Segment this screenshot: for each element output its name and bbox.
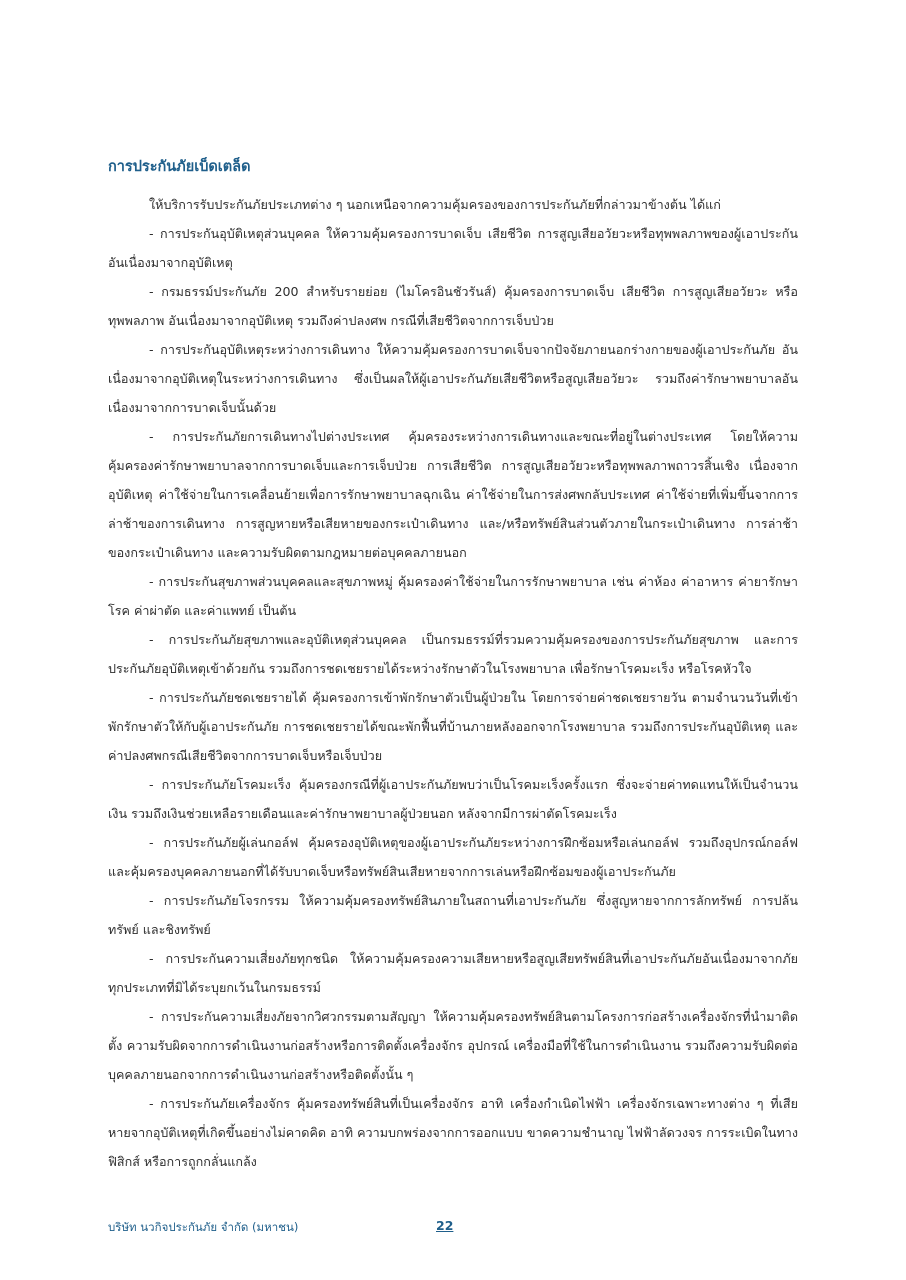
paragraph-cancer: - การประกันภัยโรคมะเร็ง คุ้มครองกรณีที่ผู้เอาประกันภัยพบว่าเป็นโรคมะเร็งครั้งแรก ซึ่งจะจ่ายค่าทดแทนให้เป็นจำนวนเงิน รวมถึงเงินช่วยเหลือรายเดือนและค่ารักษาพยาบาลผู้ป่วยนอก หลังจากมีการผ่าตัดโรคมะเร็ง <box>108 777 798 821</box>
page-number: 22 <box>436 1218 454 1233</box>
paragraph-all-risks: - การประกันความเสี่ยงภัยทุกชนิด ให้ความคุ้มครองความเสียหายหรือสูญเสียทรัพย์สินที่เอาประกันภัยอันเนื่องมาจากภัยทุกประเภทที่มิได้ระบุยกเว้นในกรมธรรม์ <box>108 951 798 995</box>
paragraph-burglary: - การประกันภัยโจรกรรม ให้ความคุ้มครองทรัพย์สินภายในสถานที่เอาประกันภัย ซึ่งสูญหายจากการลักทรัพย์ การปล้นทรัพย์ และชิงทรัพย์ <box>108 893 798 937</box>
paragraph-machinery: - การประกันภัยเครื่องจักร คุ้มครองทรัพย์สินที่เป็นเครื่องจักร อาทิ เครื่องกำเนิดไฟฟ้า เครื่องจักรเฉพาะทางต่าง ๆ ที่เสียหายจากอุบัติเหตุที่เกิดขึ้นอย่างไม่คาดคิด อาทิ ความบกพร่องจากการออกแบบ ขาดความชำนาญ ไฟฟ้าลัดวงจร การระเบิดในทางฟิสิกส์ หรือการถูกกลั่นแกล้ง <box>108 1096 798 1169</box>
paragraph-personal-accident: - การประกันอุบัติเหตุส่วนบุคคล ให้ความคุ้มครองการบาดเจ็บ เสียชีวิต การสูญเสียอวัยวะหรือทุพพลภาพของผู้เอาประกันอันเนื่องมาจากอุบัติเหตุ <box>108 226 798 270</box>
paragraph-micro-insurance: - กรมธรรม์ประกันภัย 200 สำหรับรายย่อย (ไมโครอินชัวรันส์) คุ้มครองการบาดเจ็บ เสียชีวิต การสูญเสียอวัยวะ หรือทุพพลภาพ อันเนื่องมาจากอุบัติเหตุ รวมถึงค่าปลงศพ กรณีที่เสียชีวิตจากการเจ็บป่วย <box>108 284 798 328</box>
paragraph-health-accident: - การประกันภัยสุขภาพและอุบัติเหตุส่วนบุคคล เป็นกรมธรรม์ที่รวมความคุ้มครองของการประกันภัยสุขภาพ และการประกันภัยอุบัติเหตุเข้าด้วยกัน รวมถึงการชดเชยรายได้ระหว่างรักษาตัวในโรงพยาบาล เพื่อรักษาโรคมะเร็ง หรือโรคหัวใจ <box>108 632 798 676</box>
paragraph-health: - การประกันสุขภาพส่วนบุคคลและสุขภาพหมู่ คุ้มครองค่าใช้จ่ายในการรักษาพยาบาล เช่น ค่าห้อง ค่าอาหาร ค่ายารักษาโรค ค่าผ่าตัด และค่าแพทย์ เป็นต้น <box>108 574 798 618</box>
intro-paragraph: ให้บริการรับประกันภัยประเภทต่าง ๆ นอกเหนือจากความคุ้มครองของการประกันภัยที่กล่าวมาข้างต้น ได้แก่ <box>149 197 721 212</box>
paragraph-golfer: - การประกันภัยผู้เล่นกอล์ฟ คุ้มครองอุบัติเหตุของผู้เอาประกันภัยระหว่างการฝึกซ้อมหรือเล่นกอล์ฟ รวมถึงอุปกรณ์กอล์ฟ และคุ้มครองบุคคลภายนอกที่ได้รับบาดเจ็บหรือทรัพย์สินเสียหายจากการเล่นหรือฝึกซ้อมของผู้เอาประกันภัย <box>108 835 798 879</box>
paragraph-travel-accident: - การประกันอุบัติเหตุระหว่างการเดินทาง ให้ความคุ้มครองการบาดเจ็บจากปัจจัยภายนอกร่างกายของผู้เอาประกันภัย อันเนื่องมาจากอุบัติเหตุในระหว่างการเดินทาง ซึ่งเป็นผลให้ผู้เอาประกันภัยเสียชีวิตหรือสูญเสียอวัยวะ รวมถึงค่ารักษาพยาบาลอันเนื่องมาจากการบาดเจ็บนั้นด้วย <box>108 342 798 415</box>
paragraph-income-compensation: - การประกันภัยชดเชยรายได้ คุ้มครองการเข้าพักรักษาตัวเป็นผู้ป่วยใน โดยการจ่ายค่าชดเชยรายวัน ตามจำนวนวันที่เข้าพักรักษาตัวให้กับผู้เอาประกันภัย การชดเชยรายได้ขณะพักฟื้นที่บ้านภายหลังออกจากโรงพยาบาล รวมถึงการประกันอุบัติเหตุ และค่าปลงศพกรณีเสียชีวิตจากการบาดเจ็บหรือเจ็บป่วย <box>108 690 798 763</box>
paragraph-contractors-all-risks: - การประกันความเสี่ยงภัยจากวิศวกรรมตามสัญญา ให้ความคุ้มครองทรัพย์สินตามโครงการก่อสร้างเครื่องจักรที่นำมาติดตั้ง ความรับผิดจากการดำเนินงานก่อสร้างหรือการติดตั้งเครื่องจักร อุปกรณ์ เครื่องมือที่ใช้ในการดำเนินงาน รวมถึงความรับผิดต่อบุคคลภายนอกจากการดำเนินงานก่อสร้างหรือติดตั้งนั้น ๆ <box>108 1009 798 1082</box>
document-body <box>108 190 798 1176</box>
paragraph-overseas-travel: - การประกันภัยการเดินทางไปต่างประเทศ คุ้มครองระหว่างการเดินทางและขณะที่อยู่ในต่างประเทศ โดยให้ความคุ้มครองค่ารักษาพยาบาลจากการบาดเจ็บและการเจ็บป่วย การเสียชีวิต การสูญเสียอวัยวะหรือทุพพลภาพถาวรสิ้นเชิง เนื่องจากอุบัติเหตุ ค่าใช้จ่ายในการเคลื่อนย้ายเพื่อการรักษาพยาบาลฉุกเฉิน ค่าใช้จ่ายในการส่งศพกลับประเทศ ค่าใช้จ่ายที่เพิ่มขึ้นจากการล่าช้าของการเดินทาง การสูญหายหรือเสียหายของกระเป๋าเดินทาง และ/หรือทรัพย์สินส่วนตัวภายในกระเป๋าเดินทาง การล่าช้าของกระเป๋าเดินทาง และความรับผิดตามกฎหมายต่อบุคคลภายนอก <box>108 429 798 560</box>
page-title: การประกันภัยเบ็ดเตล็ด <box>108 159 251 175</box>
footer-company-name: บริษัท นวกิจประกันภัย จำกัด (มหาชน) <box>108 1220 299 1234</box>
